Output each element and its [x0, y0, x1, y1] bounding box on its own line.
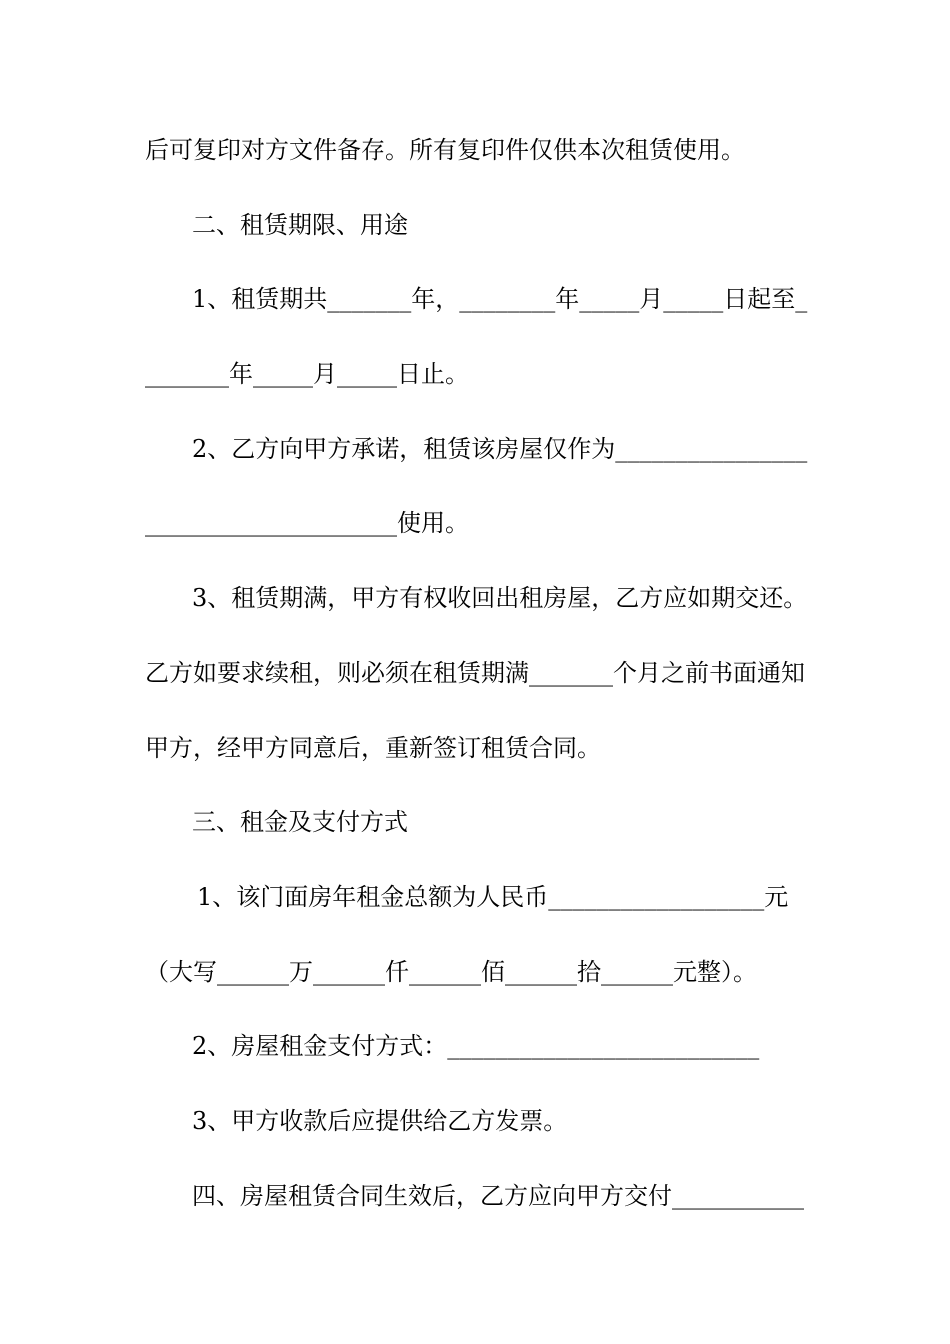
- clause-lease-term: 1、租赁期共_______年，________年_____月_____日起至_: [192, 285, 808, 314]
- clause-invoice: 3、甲方收款后应提供给乙方发票。: [192, 1106, 568, 1135]
- text-line: 甲方，经甲方同意后，重新签订租赁合同。: [145, 733, 601, 762]
- clause-expiry: 3、租赁期满，甲方有权收回出租房屋，乙方应如期交还。: [192, 584, 808, 613]
- clause-purpose: 2、乙方向甲方承诺，租赁该房屋仅作为________________: [192, 434, 808, 463]
- section-heading-rent-payment: 三、租金及支付方式: [192, 808, 408, 837]
- clause-payment-method: 2、房屋租金支付方式：__________________________: [192, 1032, 760, 1061]
- section-heading-deposit: 四、房屋租赁合同生效后，乙方应向甲方交付___________: [192, 1181, 804, 1210]
- contract-body: [145, 113, 825, 1233]
- clause-annual-rent: 1、该门面房年租金总额为人民币__________________元: [197, 882, 789, 911]
- text-line: _____________________使用。: [145, 509, 469, 538]
- text-line: 乙方如要求续租，则必须在租赁期满_______个月之前书面通知: [145, 658, 805, 687]
- section-heading-term-use: 二、租赁期限、用途: [192, 210, 408, 239]
- text-line: 后可复印对方文件备存。所有复印件仅供本次租赁使用。: [145, 136, 745, 164]
- text-line: _______年_____月_____日止。: [145, 360, 469, 389]
- text-line: （大写______万______仟______佰______拾______元整）。: [145, 957, 757, 986]
